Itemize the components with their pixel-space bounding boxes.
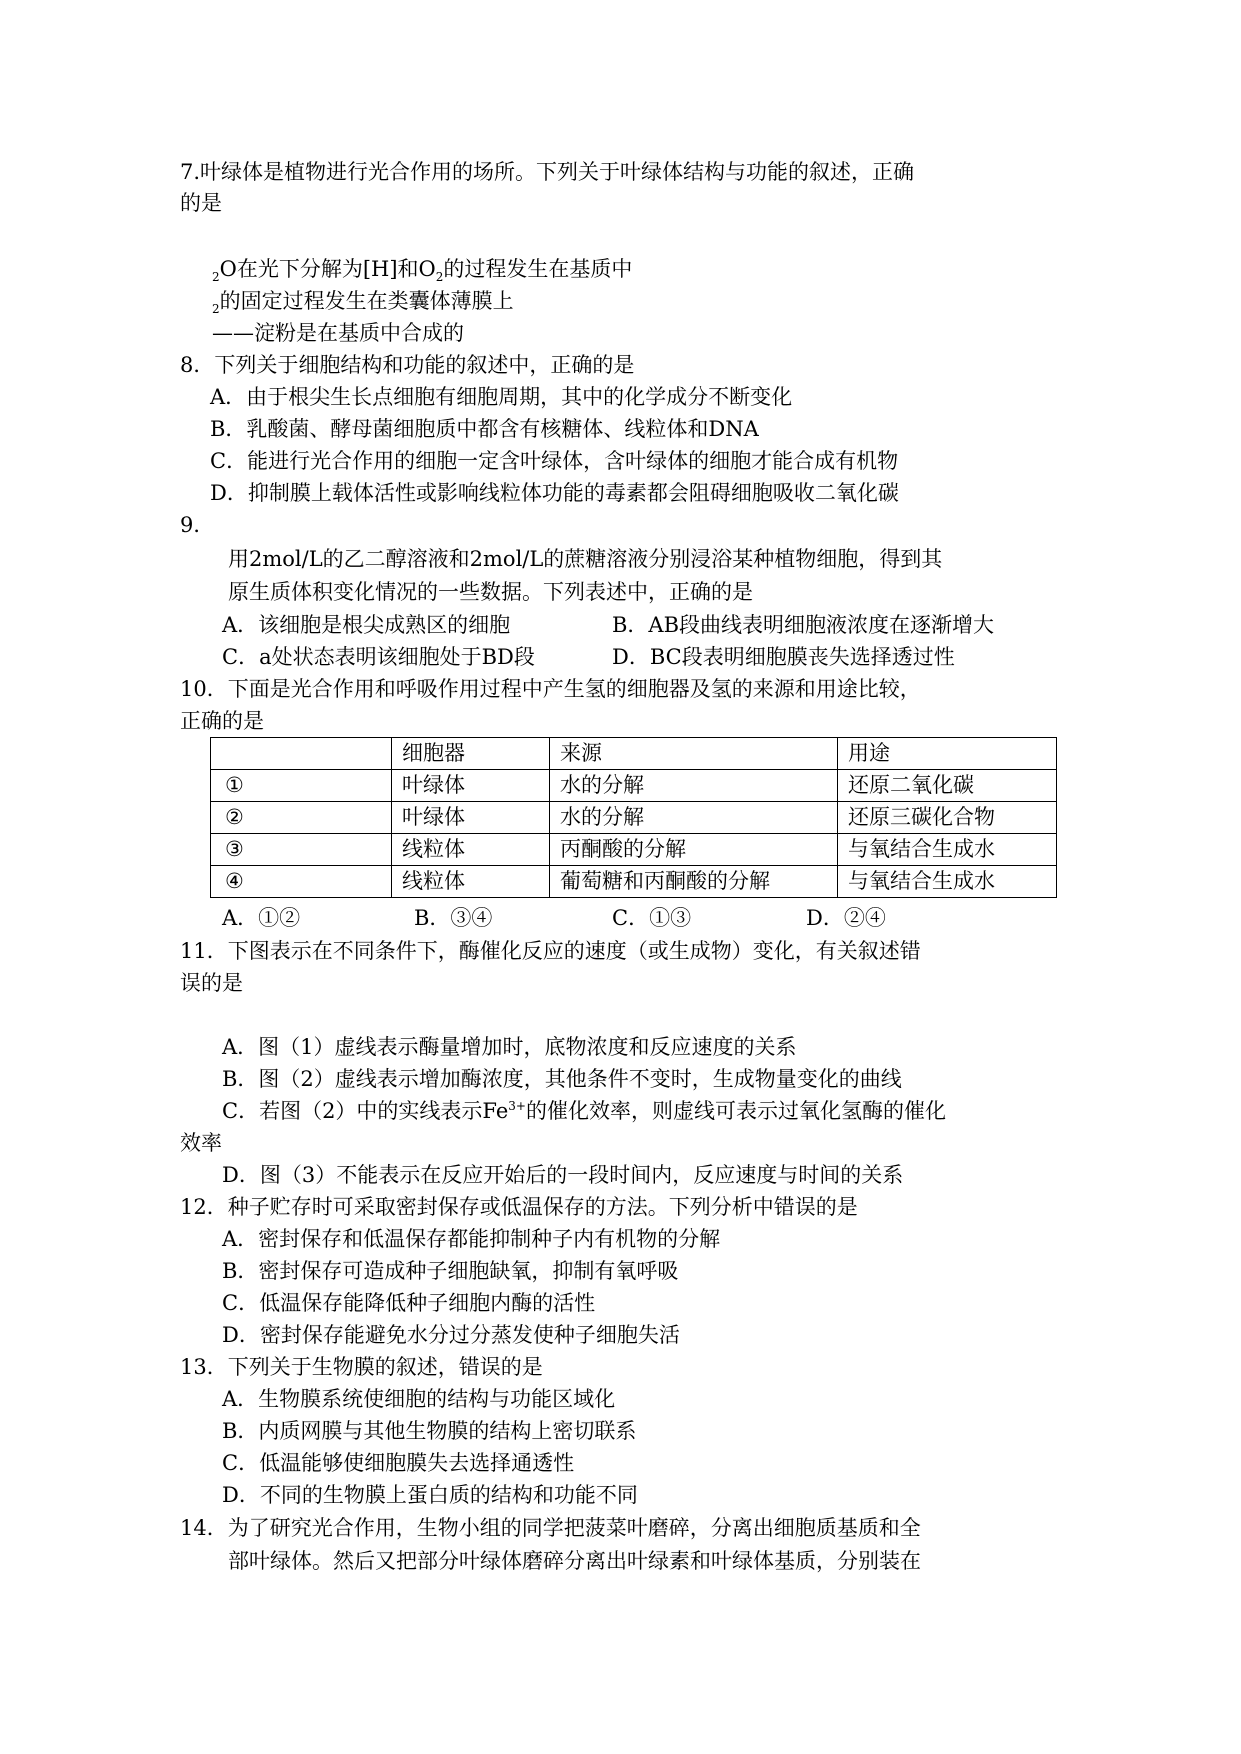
q7-option-a: [212, 253, 632, 285]
q9-options-row-1: [0, 609, 1241, 641]
q10-option-b: B．③④: [414, 906, 493, 930]
table-cell: 与氧结合生成水: [838, 866, 1057, 898]
q9-stem-line-2: 原生质体积变化情况的一些数据。下列表述中，正确的是: [228, 580, 753, 604]
q9-option-c: C．a处状态表明该细胞处于BD段: [222, 645, 535, 669]
table-cell: 叶绿体: [392, 802, 550, 834]
q8-stem: 8．下列关于细胞结构和功能的叙述中，正确的是: [180, 353, 635, 377]
table-cell: ①: [211, 770, 392, 802]
table-header-cell: 细胞器: [392, 738, 550, 770]
q12-option-d: D．密封保存能避免水分过分蒸发使种子细胞失活: [222, 1323, 680, 1347]
q7-option-a-sub2: 2: [435, 270, 444, 285]
q7-option-a-post: 的过程发生在基质中: [443, 257, 633, 281]
q13-option-c: C．低温能够使细胞膜失去选择通透性: [222, 1451, 575, 1475]
table-row: [211, 770, 1057, 802]
q7-option-a-sub: 2: [212, 270, 220, 285]
table-header-row: [211, 738, 1057, 770]
q7-option-b-sub: 2: [212, 302, 220, 317]
table-cell: ②: [211, 802, 392, 834]
table-row: [211, 866, 1057, 898]
q11-stem-line-1: 11．下图表示在不同条件下，酶催化反应的速度（或生成物）变化，有关叙述错: [180, 939, 921, 963]
q11-option-c-sup: 3+: [508, 1099, 526, 1113]
q13-option-d: D．不同的生物膜上蛋白质的结构和功能不同: [222, 1483, 638, 1507]
q7-option-c: ——淀粉是在基质中合成的: [212, 321, 464, 345]
q11-option-d: D．图（3）不能表示在反应开始后的一段时间内，反应速度与时间的关系: [222, 1163, 904, 1187]
table-header-cell: [211, 738, 392, 770]
table-cell: 丙酮酸的分解: [550, 834, 838, 866]
q14-stem-line-1: 14．为了研究光合作用，生物小组的同学把菠菜叶磨碎，分离出细胞质基质和全: [180, 1516, 921, 1540]
q9-options-row-2: [0, 641, 1241, 673]
table-cell: 还原二氧化碳: [838, 770, 1057, 802]
q10-options-row: [0, 902, 1241, 934]
q10-option-a: A．①②: [222, 906, 301, 930]
table-header-cell: 来源: [550, 738, 838, 770]
q7-option-a-mid: O在光下分解为[H]和O: [219, 257, 436, 281]
q10-stem-line-1: 10．下面是光合作用和呼吸作用过程中产生氢的细胞器及氢的来源和用途比较，: [180, 677, 921, 701]
q11-stem-line-2: 误的是: [180, 971, 243, 995]
table-cell: 叶绿体: [392, 770, 550, 802]
q12-option-c: C．低温保存能降低种子细胞内酶的活性: [222, 1291, 596, 1315]
table-row: [211, 834, 1057, 866]
table-cell: 线粒体: [392, 834, 550, 866]
q13-option-b: B．内质网膜与其他生物膜的结构上密切联系: [222, 1419, 637, 1443]
q9-number: 9．: [180, 513, 215, 537]
q13-stem: 13．下列关于生物膜的叙述，错误的是: [180, 1355, 543, 1379]
hydrogen-comparison-table: [210, 737, 1057, 898]
q11-option-b: B．图（2）虚线表示增加酶浓度，其他条件不变时，生成物量变化的曲线: [222, 1067, 902, 1091]
q11-option-c-pre: C．若图（2）中的实线表示Fe: [222, 1099, 509, 1123]
q8-option-c: C．能进行光合作用的细胞一定含叶绿体，含叶绿体的细胞才能合成有机物: [210, 449, 899, 473]
table-header-cell: 用途: [838, 738, 1057, 770]
q12-stem: 12．种子贮存时可采取密封保存或低温保存的方法。下列分析中错误的是: [180, 1195, 858, 1219]
q9-option-a: A．该细胞是根尖成熟区的细胞: [222, 613, 511, 637]
q9-stem-line-1: 用2mol/L的乙二醇溶液和2mol/L的蔗糖溶液分别浸浴某种植物细胞，得到其: [228, 547, 943, 571]
q13-option-a: A．生物膜系统使细胞的结构与功能区域化: [222, 1387, 616, 1411]
q10-stem-line-2: 正确的是: [180, 709, 264, 733]
q11-option-c-line-2: 效率: [180, 1131, 222, 1155]
q14-stem-line-2: 部叶绿体。然后又把部分叶绿体磨碎分离出叶绿素和叶绿体基质，分别装在: [228, 1549, 921, 1573]
q11-option-a: A．图（1）虚线表示酶量增加时，底物浓度和反应速度的关系: [222, 1035, 797, 1059]
table-cell: ③: [211, 834, 392, 866]
table-cell: 水的分解: [550, 770, 838, 802]
q7-stem-line-1: 7.叶绿体是植物进行光合作用的场所。下列关于叶绿体结构与功能的叙述，正确: [180, 160, 915, 184]
q11-option-c: [222, 1095, 946, 1127]
table-cell: 葡萄糖和丙酮酸的分解: [550, 866, 838, 898]
q12-option-b: B．密封保存可造成种子细胞缺氧，抑制有氧呼吸: [222, 1259, 679, 1283]
q7-option-b: [212, 285, 514, 317]
q11-option-c-post: 的催化效率，则虚线可表示过氧化氢酶的催化: [525, 1099, 946, 1123]
q8-option-a: A．由于根尖生长点细胞有细胞周期，其中的化学成分不断变化: [210, 385, 793, 409]
table-row: [211, 802, 1057, 834]
q7-option-b-post: 的固定过程发生在类囊体薄膜上: [219, 289, 514, 313]
table-cell: 与氧结合生成水: [838, 834, 1057, 866]
q7-stem-line-2: 的是: [180, 191, 222, 215]
q8-option-b: B．乳酸菌、酵母菌细胞质中都含有核糖体、线粒体和DNA: [210, 417, 759, 441]
q12-option-a: A．密封保存和低温保存都能抑制种子内有机物的分解: [222, 1227, 721, 1251]
table-cell: 线粒体: [392, 866, 550, 898]
table-cell: 还原三碳化合物: [838, 802, 1057, 834]
q10-option-d: D．②④: [806, 906, 886, 930]
table-cell: 水的分解: [550, 802, 838, 834]
q8-option-d: D．抑制膜上载体活性或影响线粒体功能的毒素都会阻碍细胞吸收二氧化碳: [210, 481, 899, 505]
q10-option-c: C．①③: [612, 906, 692, 930]
table-cell: ④: [211, 866, 392, 898]
q9-option-d: D．BC段表明细胞膜丧失选择透过性: [612, 645, 955, 669]
q9-option-b: B．AB段曲线表明细胞液浓度在逐渐增大: [612, 613, 995, 637]
